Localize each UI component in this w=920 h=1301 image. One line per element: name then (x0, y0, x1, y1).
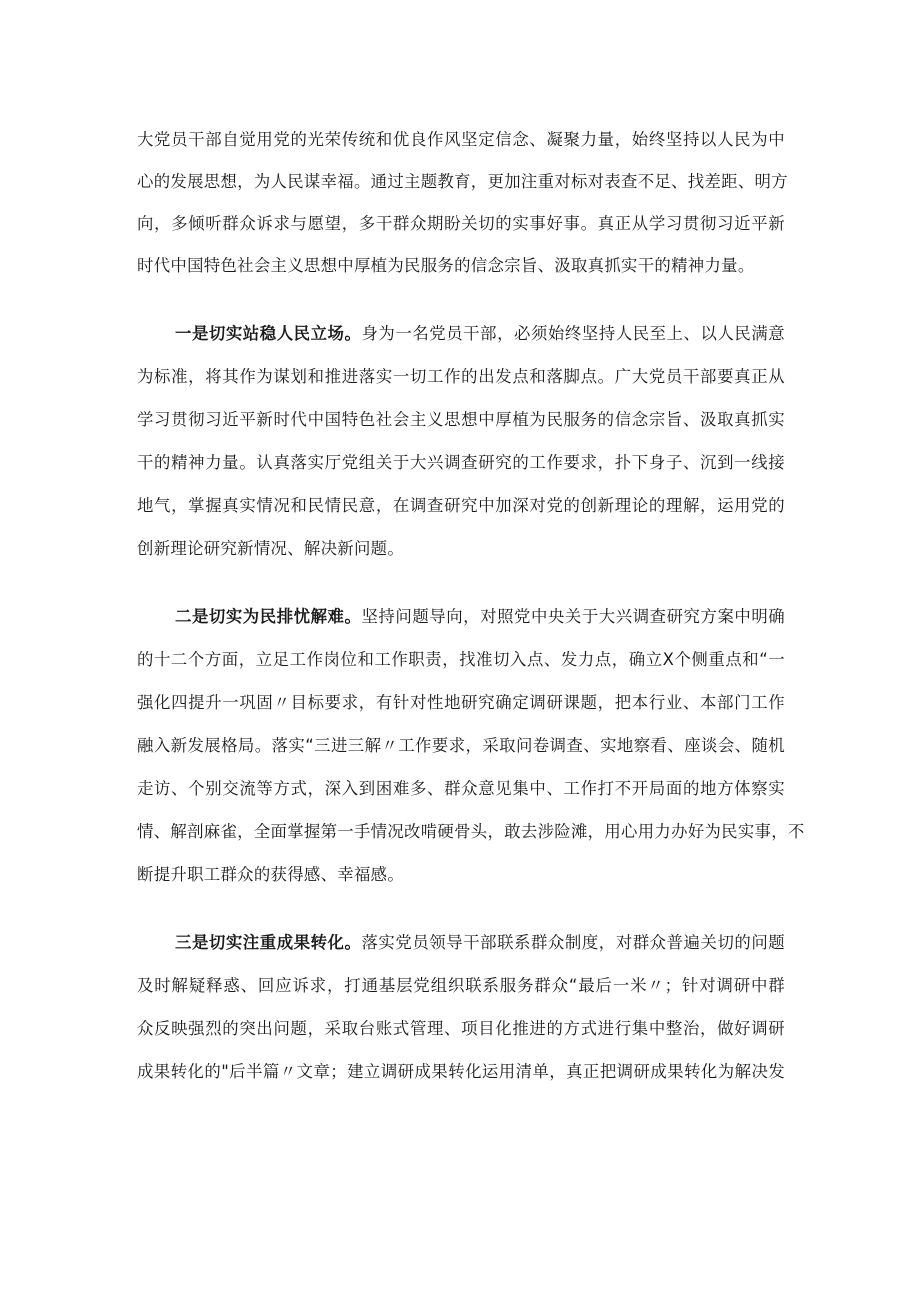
paragraph-3-line-1 (175, 606, 785, 628)
paragraph-1-line-4: 时代中国特色社会主义思想中厚植为民服务的信念宗旨、汲取真抓实干的精神力量。 (137, 256, 755, 275)
paragraph-1-line-3: 向，多倾听群众诉求与愿望，多干群众期盼关切的实事好事。真正从学习贯彻习近平新 (137, 214, 785, 233)
paragraph-4-line-1-text: 落实党员领导干部联系群众制度，对群众普遍关切的问题 (361, 933, 785, 952)
paragraph-4-line-3: 众反映强烈的突出问题，采取台账式管理、项目化推进的方式进行集中整治，做好调研 (137, 1019, 785, 1038)
paragraph-4-line-4: 成果转化的"后半篇〃文章；建立调研成果转化运用清单，真正把调研成果转化为解决发 (137, 1062, 785, 1081)
paragraph-3-line-3: 强化四提升一巩固〃目标要求，有针对性地研究确定调研课题，把本行业、本部门工作 (137, 693, 785, 712)
paragraph-2-line-2: 为标准，将其作为谋划和推进落实一切工作的出发点和落脚点。广大党员干部要真正从 (137, 367, 785, 386)
paragraph-3-line-2: 的十二个方面，立足工作岗位和工作职责，找准切入点、发力点，确立X个侧重点和“一 (137, 650, 785, 669)
paragraph-4-heading: 三是切实注重成果转化。 (175, 933, 362, 952)
paragraph-4-line-1 (175, 932, 785, 954)
paragraph-3-line-4: 融入新发展格局。落实“三进三解〃工作要求，采取问卷调查、实地察看、座谈会、随机 (137, 736, 785, 755)
paragraph-1-line-2: 心的发展思想，为人民谋幸福。通过主题教育，更加注重对标对表查不足、找差距、明方 (137, 172, 788, 191)
paragraph-2-heading: 一是切实站稳人民立场。 (175, 324, 362, 343)
paragraph-2-line-1 (175, 323, 785, 345)
paragraph-4-line-2: 及时解疑释惑、回应诉求，打通基层党组织联系服务群众“最后一米〃；针对调研中群 (137, 976, 785, 995)
paragraph-2-line-3: 学习贯彻习近平新时代中国特色社会主义思想中厚植为民服务的信念宗旨、汲取真抓实 (137, 410, 785, 429)
paragraph-2-line-1-text: 身为一名党员干部，必须始终坚持人民至上、以人民满意 (361, 324, 785, 343)
paragraph-3-heading: 二是切实为民排忧解难。 (175, 607, 362, 626)
paragraph-2-line-6: 创新理论研究新情况、解决新问题。 (137, 539, 405, 558)
paragraph-3-line-1-text: 坚持问题导向，对照党中央关于大兴调查研究方案中明确 (361, 607, 785, 626)
paragraph-2-line-5: 地气，掌握真实情况和民情民意，在调查研究中加深对党的创新理论的理解，运用党的 (137, 496, 785, 515)
paragraph-1-line-1: 大党员干部自觉用党的光荣传统和优良作风坚定信念、凝聚力量，始终坚持以人民为中 (137, 130, 785, 149)
paragraph-2-line-4: 干的精神力量。认真落实厅党组关于大兴调查研究的工作要求，扑下身子、沉到一线接 (137, 453, 785, 472)
paragraph-3-line-5: 走访、个别交流等方式，深入到困难多、群众意见集中、工作打不开局面的地方体察实 (137, 779, 785, 798)
paragraph-3-line-6: 情、解剖麻雀，全面掌握第一手情况改啃硬骨头，敢去涉险滩，用心用力办好为民实事，不 (137, 822, 805, 841)
paragraph-3-line-7: 断提升职工群众的获得感、幸福感。 (137, 865, 405, 884)
